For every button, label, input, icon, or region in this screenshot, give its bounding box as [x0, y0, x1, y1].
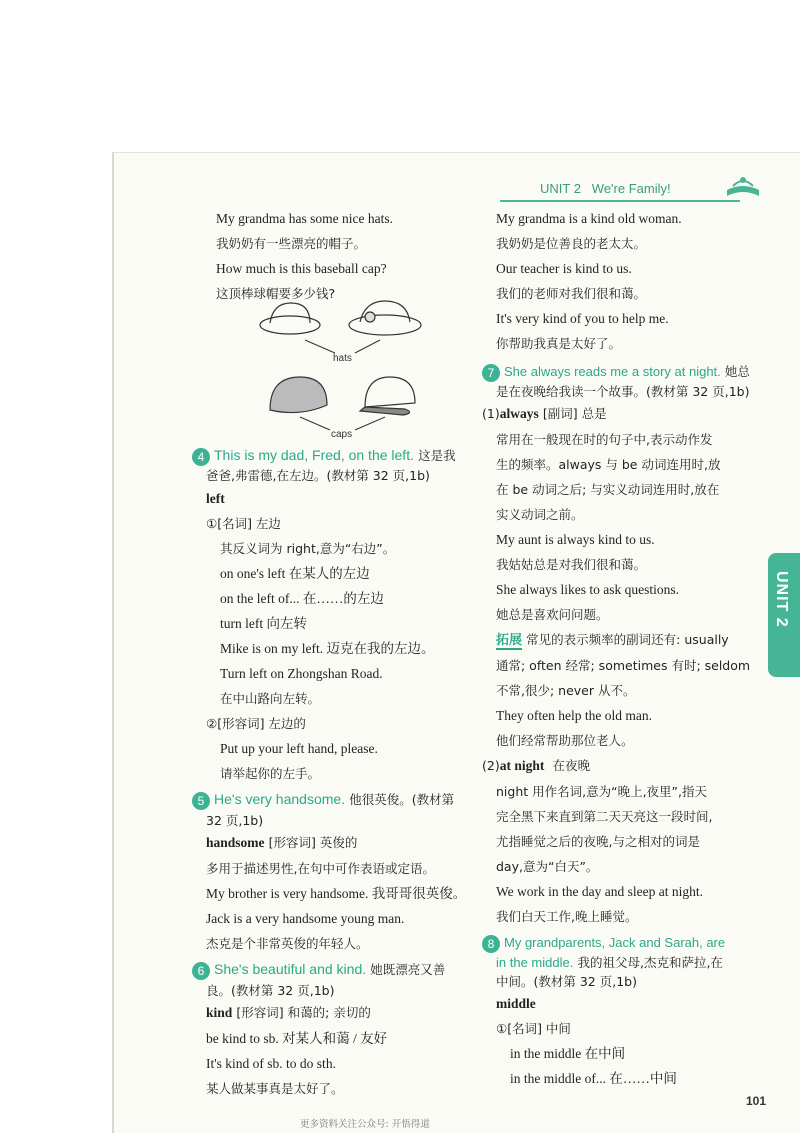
section-title: She always reads me a story at night.: [504, 364, 721, 379]
left-column-lower: [192, 446, 472, 1101]
section-translation: 是在夜晚给我读一个故事。(教材第 32 页,1b): [496, 384, 750, 399]
section-translation: 良。(教材第 32 页,1b): [206, 983, 335, 998]
phrase: It's kind of sb. to do sth.: [206, 1056, 336, 1071]
section-translation: 爸爸,弗雷德,在左边。(教材第 32 页,1b): [206, 468, 430, 483]
phrase: be kind to sb. 对某人和蔼 / 友好: [206, 1031, 388, 1046]
example-en: Mike is on my left. 迈克在我的左边。: [220, 641, 435, 656]
example-en: Put up your left hand, please.: [220, 741, 378, 756]
note: 尤指睡觉之后的夜晚,与之相对的词是: [496, 834, 700, 849]
vocab-word: at night: [499, 758, 545, 773]
section-title: in the middle.: [496, 955, 574, 970]
section-title: My grandparents, Jack and Sarah, are: [504, 935, 726, 950]
example-zh: 我们的老师对我们很和蔼。: [496, 286, 647, 301]
vocab-word: always: [499, 406, 539, 421]
section-badge: 5: [192, 792, 210, 810]
note: 在 be 动词之后; 与实义动词连用时,放在: [496, 482, 720, 497]
vocab-word: middle: [496, 996, 536, 1011]
section-translation: 他很英俊。(教材第: [349, 792, 455, 807]
left-column: [216, 206, 393, 306]
example-en: Our teacher is kind to us.: [496, 261, 632, 276]
vocab-definition: [副词] 总是: [542, 406, 607, 421]
example-zh: 杰克是个非常英俊的年轻人。: [206, 936, 369, 951]
example-zh: 你帮助我真是太好了。: [496, 336, 622, 351]
example-en: How much is this baseball cap?: [216, 261, 387, 276]
section-badge: 8: [482, 935, 500, 953]
vocab-word: kind: [206, 1005, 233, 1020]
example-zh: 我姑姑总是对我们很和蔼。: [496, 557, 647, 572]
header-title: We're Family!: [591, 181, 671, 196]
note: 生的频率。always 与 be 动词连用时,放: [496, 457, 721, 472]
phrase: turn left 向左转: [220, 616, 307, 631]
vocab-definition: [形容词] 和蔼的; 亲切的: [236, 1005, 371, 1020]
example-en: My brother is very handsome. 我哥哥很英俊。: [206, 886, 467, 901]
example-zh: 请举起你的左手。: [220, 766, 321, 781]
caps-label: caps: [331, 429, 353, 440]
header-rule: [500, 200, 740, 202]
note: 完全黑下来直到第二天天亮这一段时间,: [496, 809, 713, 824]
item-label: (1): [482, 406, 500, 421]
example-en: We work in the day and sleep at night.: [496, 884, 703, 899]
book-logo-icon: [725, 172, 761, 200]
note: 其反义词为 right,意为“右边”。: [220, 541, 396, 556]
unit-side-tab: [768, 553, 800, 677]
example-en: It's very kind of you to help me.: [496, 311, 669, 326]
section-title: This is my dad, Fred, on the left.: [214, 447, 414, 463]
item-label: (2): [482, 758, 500, 773]
example-en: My aunt is always kind to us.: [496, 532, 655, 547]
vocab-definition: 在夜晚: [552, 758, 591, 773]
definition: ①[名词] 左边: [206, 516, 281, 531]
extension-note: 常见的表示频率的副词还有: usually: [526, 632, 729, 647]
phrase: on one's left 在某人的左边: [220, 566, 370, 581]
example-en: My grandma has some nice hats.: [216, 211, 393, 226]
example-zh: 他们经常帮助那位老人。: [496, 733, 634, 748]
footer-note: 更多资料关注公众号: 开悟得道: [300, 1119, 430, 1130]
vocab-word: left: [206, 491, 225, 506]
section-title: She's beautiful and kind.: [214, 961, 367, 977]
cap-illustration: [270, 377, 415, 415]
note: 实义动词之前。: [496, 507, 584, 522]
extension-note: 不常,很少; never 从不。: [496, 683, 636, 698]
note: 常用在一般现在时的句子中,表示动作发: [496, 432, 713, 447]
example-en: She always likes to ask questions.: [496, 582, 679, 597]
note: day,意为“白天”。: [496, 859, 599, 874]
note: 多用于描述男性,在句中可作表语或定语。: [206, 861, 435, 876]
section-translation: 我的祖父母,杰克和萨拉,在: [577, 955, 723, 970]
scan-margin: [0, 0, 800, 152]
extension-label: 拓展: [496, 633, 523, 648]
example-zh: 她总是喜欢问问题。: [496, 607, 609, 622]
vocab-word: handsome: [206, 835, 265, 850]
section-badge: 7: [482, 364, 500, 382]
hats-label: hats: [333, 353, 352, 364]
section-badge: 4: [192, 448, 210, 466]
page-header: [540, 181, 671, 196]
section-translation: 她总: [724, 364, 750, 379]
section-translation: 她既漂亮又善: [370, 962, 446, 977]
section-translation: 这是我: [418, 448, 456, 463]
section-translation: 32 页,1b): [206, 813, 264, 828]
example-zh: 我奶奶是位善良的老太太。: [496, 236, 647, 251]
extension-note: 通常; often 经常; sometimes 有时; seldom: [496, 658, 751, 673]
example-en: Jack is a very handsome young man.: [206, 911, 405, 926]
section-title: He's very handsome.: [214, 791, 346, 807]
hat-illustration: [260, 301, 421, 335]
phrase: in the middle of... 在……中间: [510, 1071, 677, 1086]
section-translation: 中间。(教材第 32 页,1b): [496, 974, 637, 989]
unit-side-tab-label: UNIT 2: [773, 571, 790, 628]
vocab-definition: [形容词] 英俊的: [268, 835, 358, 850]
example-zh: 这顶棒球帽要多少钱?: [216, 286, 336, 301]
section-badge: 6: [192, 962, 210, 980]
example-en: My grandma is a kind old woman.: [496, 211, 682, 226]
example-en: Turn left on Zhongshan Road.: [220, 666, 383, 681]
hats-caps-illustration: [255, 295, 435, 445]
definition: ②[形容词] 左边的: [206, 716, 306, 731]
example-zh: 我们白天工作,晚上睡觉。: [496, 909, 638, 924]
phrase: in the middle 在中间: [510, 1046, 626, 1061]
phrase-translation: 某人做某事真是太好了。: [206, 1081, 344, 1096]
page-number: 101: [746, 1094, 767, 1108]
definition: ①[名词] 中间: [496, 1021, 571, 1036]
example-en: They often help the old man.: [496, 708, 652, 723]
example-zh: 在中山路向左转。: [220, 691, 321, 706]
note: night 用作名词,意为“晚上,夜里”,指天: [496, 784, 707, 799]
header-unit: UNIT 2: [540, 181, 581, 196]
phrase: on the left of... 在……的左边: [220, 591, 384, 606]
right-column: [482, 206, 762, 1091]
example-zh: 我奶奶有一些漂亮的帽子。: [216, 236, 367, 251]
